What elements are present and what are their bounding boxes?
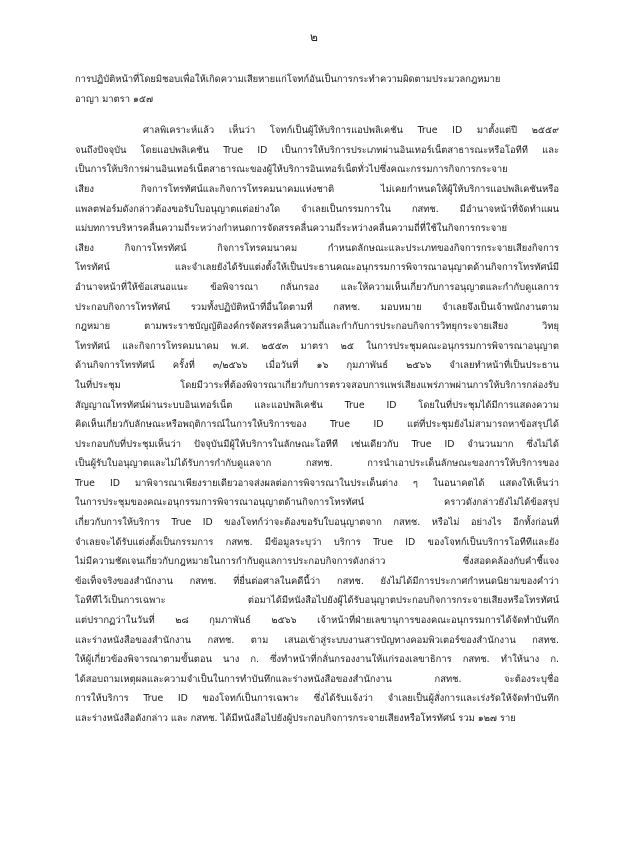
document-body bbox=[75, 70, 559, 729]
text-line: กฎหมาย ตามพระราชบัญญัติองค์กรจัดสรรคลื่นความถี่และกำกับการประกอบกิจการวิทยุกระจายเสียง วิทยุ bbox=[75, 321, 559, 333]
text-line: เกี่ยวกับการให้บริการ True ID ของโจทก์ว่าจะต้องขอรับใบอนุญาตจาก กสทช. หรือไม่ อย่างไร อีกทั้งก่อนที่ bbox=[75, 517, 559, 529]
text-line: จนถึงปัจจุบัน โดยแอปพลิเคชัน True ID เป็นการให้บริการประเภทผ่านอินเทอร์เน็ตสาธารณะหรือโอทีที และ bbox=[75, 144, 559, 156]
text-line: เป็นผู้รับใบอนุญาตและไม่ได้รับการกำกับดูแลจาก กสทช. การนำเอาประเด็นลักษณะของการให้บริการของ bbox=[75, 458, 559, 470]
text-line: แม่บทการบริหารคลื่นความถี่ระหว่างกำหนดการจัดสรรคลื่นความถี่ระหว่างคลื่นความถี่ที่ใช้ในกิจการกระจาย bbox=[75, 223, 507, 235]
text-line: และร่างหนังสือดังกล่าว และ กสทช. ได้มีหนังสือไปยังผู้ประกอบกิจการกระจายเสียงหรือโทรทัศน์ รวม ๑๒๗ ราย bbox=[75, 713, 516, 724]
text-line: เสียง กิจการโทรทัศน์ กิจการโทรคมนาคม กำหนดลักษณะและประเภทของกิจการกระจายเสียงกิจการ bbox=[75, 242, 559, 254]
text-line: เป็นการให้บริการผ่านอินเทอร์เน็ตสาธารณะของผู้ให้บริการอินเทอร์เน็ตทั่วไปซึ่งคณะกรรมการกิจการกระจาย bbox=[75, 164, 508, 176]
text-line: โอทีทีไว้เป็นการเฉพาะ ต่อมาได้มีหนังสือไปยังผู้ได้รับอนุญาตประกอบกิจการกระจายเสียงหรือโทรทัศน์ bbox=[75, 595, 559, 607]
text-line: ศาลพิเคราะห์แล้ว เห็นว่า โจทก์เป็นผู้ให้บริการแอปพลิเคชัน True ID มาตั้งแต่ปี ๒๕๕๙ bbox=[143, 125, 559, 137]
text-line: จำเลยจะได้รับแต่งตั้งเป็นกรรมการ กสทช. มีข้อมูลระบุว่า บริการ True ID ของโจทก์เป็นบริการโอทีทีและยัง bbox=[75, 536, 559, 548]
text-line: ได้สอบถามเหตุผลและความจำเป็นในการทำบันทึกและร่างหนังสือของสำนักงาน กสทช. จะต้องระบุชื่อ bbox=[75, 673, 559, 685]
text-line: เสียง กิจการโทรทัศน์และกิจการโทรคมนาคมแห่งชาติ ไม่เคยกำหนดให้ผู้ให้บริการแอปพลิเคชันหรือ bbox=[75, 183, 559, 195]
text-line: คิดเห็นเกี่ยวกับลักษณะหรือพฤติการณ์ในการให้บริการของ True ID แต่ที่ประชุมยังไม่สามารถหาข้อสรุปได้ bbox=[75, 419, 559, 431]
text-line: ให้ผู้เกี่ยวข้องพิจารณาตามขั้นตอน นาง ก. ซึ่งทำหน้าที่กลั่นกรองงานให้แก่รองเลขาธิการ กสทช. ทำให้นาง ก. bbox=[75, 654, 559, 666]
text-line: แพลตฟอร์มดังกล่าวต้องขอรับใบอนุญาตแต่อย่างใด จำเลยเป็นกรรมการใน กสทช. มีอำนาจหน้าที่จัดทำแผน bbox=[75, 203, 559, 215]
text-line: ข้อเท็จจริงของสำนักงาน กสทช. ที่ยื่นต่อศาลในคดีนี้ว่า กสทช. ยังไม่ได้มีการประกาศกำหนดนิยามของคำว่า bbox=[75, 575, 559, 587]
text-line: การปฏิบัติหน้าที่โดยมิชอบเพื่อให้เกิดความเสียหายแก่โจทก์อันเป็นการกระทำความผิดตามประมวลกฎหมาย bbox=[75, 74, 501, 85]
text-line: สัญญาณโทรทัศน์ผ่านระบบอินเทอร์เน็ต และแอปพลิเคชัน True ID โดยในที่ประชุมได้มีการแสดงความ bbox=[75, 399, 559, 411]
paragraph-gap bbox=[75, 109, 559, 121]
text-line: ไม่มีความชัดเจนเกี่ยวกับกฎหมายในการกำกับดูแลการประกอบกิจการดังกล่าว ซึ่งสอดคล้องกับคำชี้แจง bbox=[75, 556, 559, 568]
text-line: True ID มาพิจารณาเพียงรายเดียวอาจส่งผลต่อการพิจารณาในประเด็นต่าง ๆ ในอนาคตได้ แสดงให้เห็นว่า bbox=[75, 477, 559, 489]
paragraph-2 bbox=[75, 121, 559, 728]
text-line: และร่างหนังสือของสำนักงาน กสทช. ตาม เสนอเข้าสู่ระบบงานสารบัญทางคอมพิวเตอร์ของสำนักงาน กสทช. bbox=[75, 634, 559, 646]
text-line: ประกอบกิจการโทรทัศน์ รวมทั้งปฏิบัติหน้าที่อื่นใดตามที่ กสทช. มอบหมาย จำเลยจึงเป็นเจ้าพนักงานตาม bbox=[75, 301, 559, 313]
text-line: ในที่ประชุม โดยมีวาระที่ต้องพิจารณาเกี่ยวกับการตรวจสอบการแพร่เสียงแพร่ภาพผ่านการให้บริการกล่องรับ bbox=[75, 379, 559, 391]
text-line: อำนาจหน้าที่ให้ข้อเสนอแนะ ข้อพิจารณา กลั่นกรอง และให้ความเห็นเกี่ยวกับการอนุญาตและกำกับดูแลการ bbox=[75, 281, 559, 293]
text-line: ด้านกิจการโทรทัศน์ ครั้งที่ ๓/๒๕๖๖ เมื่อวันที่ ๑๖ กุมภาพันธ์ ๒๕๖๖ จำเลยทำหน้าที่เป็นประธาน bbox=[75, 360, 559, 372]
text-line: แต่ปรากฏว่าในวันที่ ๒๘ กุมภาพันธ์ ๒๕๖๖ เจ้าหน้าที่ฝ่ายเลขานุการของคณะอนุกรรมการได้จัดทำบันทึก bbox=[75, 615, 559, 627]
paragraph-1 bbox=[75, 70, 559, 109]
text-line: ประกอบกับที่ประชุมเห็นว่า ปัจจุบันมีผู้ให้บริการในลักษณะโอทีที เช่นเดียวกับ True ID จำนวนมาก ซึ่งไม่ได้ bbox=[75, 438, 559, 450]
text-line: โทรทัศน์ และจำเลยยังได้รับแต่งตั้งให้เป็นประธานคณะอนุกรรมการพิจารณาอนุญาตด้านกิจการโทรทัศน์มี bbox=[75, 262, 559, 274]
text-line: ในการประชุมของคณะอนุกรรมการพิจารณาอนุญาตด้านกิจการโทรทัศน์ คราวดังกล่าวยังไม่ได้ข้อสรุป bbox=[75, 497, 559, 509]
text-line: อาญา มาตรา ๑๕๗ bbox=[75, 93, 154, 105]
text-line: โทรทัศน์ และกิจการโทรคมนาคม พ.ศ. ๒๕๕๓ มาตรา ๒๕ ในการประชุมคณะอนุกรรมการพิจารณาอนุญาต bbox=[75, 340, 559, 352]
text-line: การให้บริการ True ID ของโจทก์เป็นการเฉพาะ ซึ่งได้รับแจ้งว่า จำเลยเป็นผู้สั่งการและเร่งรัดให้จัดทำบันทึก bbox=[75, 693, 559, 705]
page-number: ๒ bbox=[310, 30, 318, 44]
